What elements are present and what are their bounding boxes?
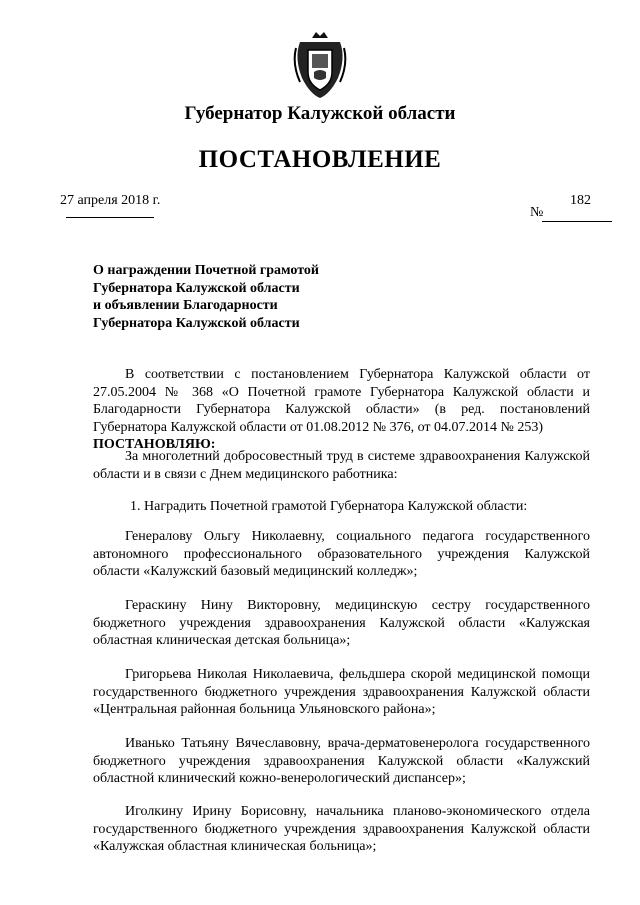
- awardee-paragraph: Иголкину Ирину Борисовну, начальника планово-экономического отдела государственного бюджетного учреждения здравоохранения Калужской области «Калужская областная клиническая больница»;: [93, 804, 590, 854]
- awardee-paragraph: Иванько Татьяну Вячеславовну, врача-дерматовенеролога государственного бюджетного учреждения здравоохранения Калужской области «Калужский областной клинический кожно-венерологический диспансер»;: [93, 736, 590, 786]
- awardee-paragraph: Григорьева Николая Николаевича, фельдшера скорой медицинской помощи государственного бюджетного учреждения здравоохранения Калужской области «Центральная районная больница Ульяновского района»;: [93, 667, 590, 717]
- document-type-title: ПОСТАНОВЛЕНИЕ: [198, 146, 442, 173]
- awardee-paragraph: Генералову Ольгу Николаевну, социального педагога государственного автономного профессионального образовательного учреждения Калужской области «Калужский базовый медицинский колледж»;: [93, 529, 590, 579]
- preamble-block: [93, 366, 590, 454]
- number-label: №: [530, 205, 544, 220]
- subject-line: и объявлении Благодарности: [93, 298, 278, 313]
- subject-line: Губернатора Калужской области: [93, 315, 300, 331]
- preamble-paragraph: В соответствии с постановлением Губернатора Калужской области от 27.05.2004 № 368 «О Почетной грамоте Губернатора Калужской области и Благодарности Губернатора Калужской области» (в ред. постановлений Губернатора Калужской области от 01.08.2012 № 376, от 04.07.2014 № 253): [93, 367, 590, 435]
- subject-line: Губернатора Калужской области: [93, 280, 300, 296]
- number-underline: [542, 221, 612, 222]
- document-number: 182: [570, 193, 591, 208]
- document-subject: [93, 262, 329, 332]
- issuing-authority: Губернатор Калужской области: [184, 103, 456, 124]
- date-underline: [66, 217, 154, 218]
- coat-of-arms-icon: [292, 28, 348, 100]
- awardee-paragraph: Гераскину Нину Викторовну, медицинскую сестру государственного бюджетного учреждения здравоохранения Калужской области «Калужская областная клиническая детская больница»;: [93, 598, 590, 648]
- document-date: 27 апреля 2018 г.: [60, 193, 161, 208]
- item-1-heading: 1. Наградить Почетной грамотой Губернатора Калужской области:: [130, 499, 528, 514]
- reason-paragraph: За многолетний добросовестный труд в системе здравоохранения Калужской области и в связи с Днем медицинского работника:: [93, 449, 590, 482]
- subject-line: О награждении Почетной грамотой: [93, 263, 319, 278]
- decree-word: ПОСТАНОВЛЯЮ:: [93, 437, 216, 452]
